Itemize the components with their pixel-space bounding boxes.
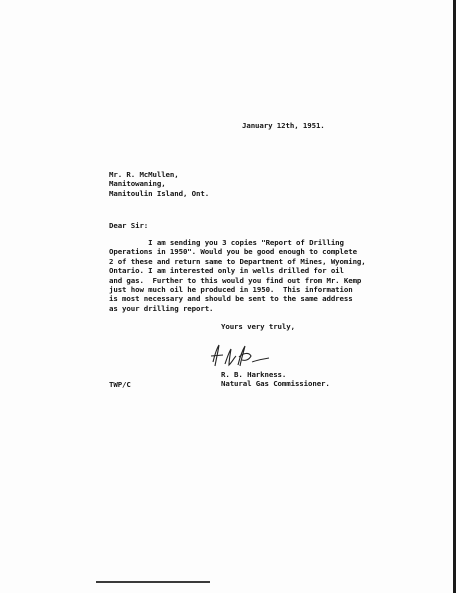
body-line: and gas. Further to this would you find out from Mr. Kemp: [109, 275, 362, 285]
recipient-address: [109, 170, 209, 198]
letter-date: January 12th, 1951.: [242, 121, 325, 130]
closing: Yours very truly,: [221, 322, 295, 331]
recipient-town: Manitowaning,: [109, 179, 166, 189]
body-line: is most necessary and should be sent to the same address: [109, 294, 353, 304]
body-line: I am sending you 3 copies "Report of Drilling: [109, 238, 344, 247]
reference-initials: TWP/C: [109, 380, 131, 389]
recipient-name: Mr. R. McMullen,: [109, 170, 179, 179]
sender-title: Natural Gas Commissioner.: [221, 379, 330, 389]
body-line: just how much oil he produced in 1950. This information: [109, 285, 353, 295]
body-line: Operations in 1950". Would you be good enough to complete: [109, 247, 357, 257]
body-line: Ontario. I am interested only in wells drilled for oil: [109, 266, 344, 276]
sender-block: [221, 370, 330, 389]
body-line: as your drilling report.: [109, 303, 214, 313]
scan-artifact-line: [96, 581, 210, 583]
letter-body: [109, 238, 366, 313]
handwritten-signature: [205, 340, 277, 370]
body-line: 2 of these and return same to Department of Mines, Wyoming,: [109, 256, 366, 266]
sender-name: R. B. Harkness.: [221, 370, 287, 379]
recipient-region: Manitoulin Island, Ont.: [109, 188, 210, 198]
salutation: Dear Sir:: [109, 221, 149, 230]
